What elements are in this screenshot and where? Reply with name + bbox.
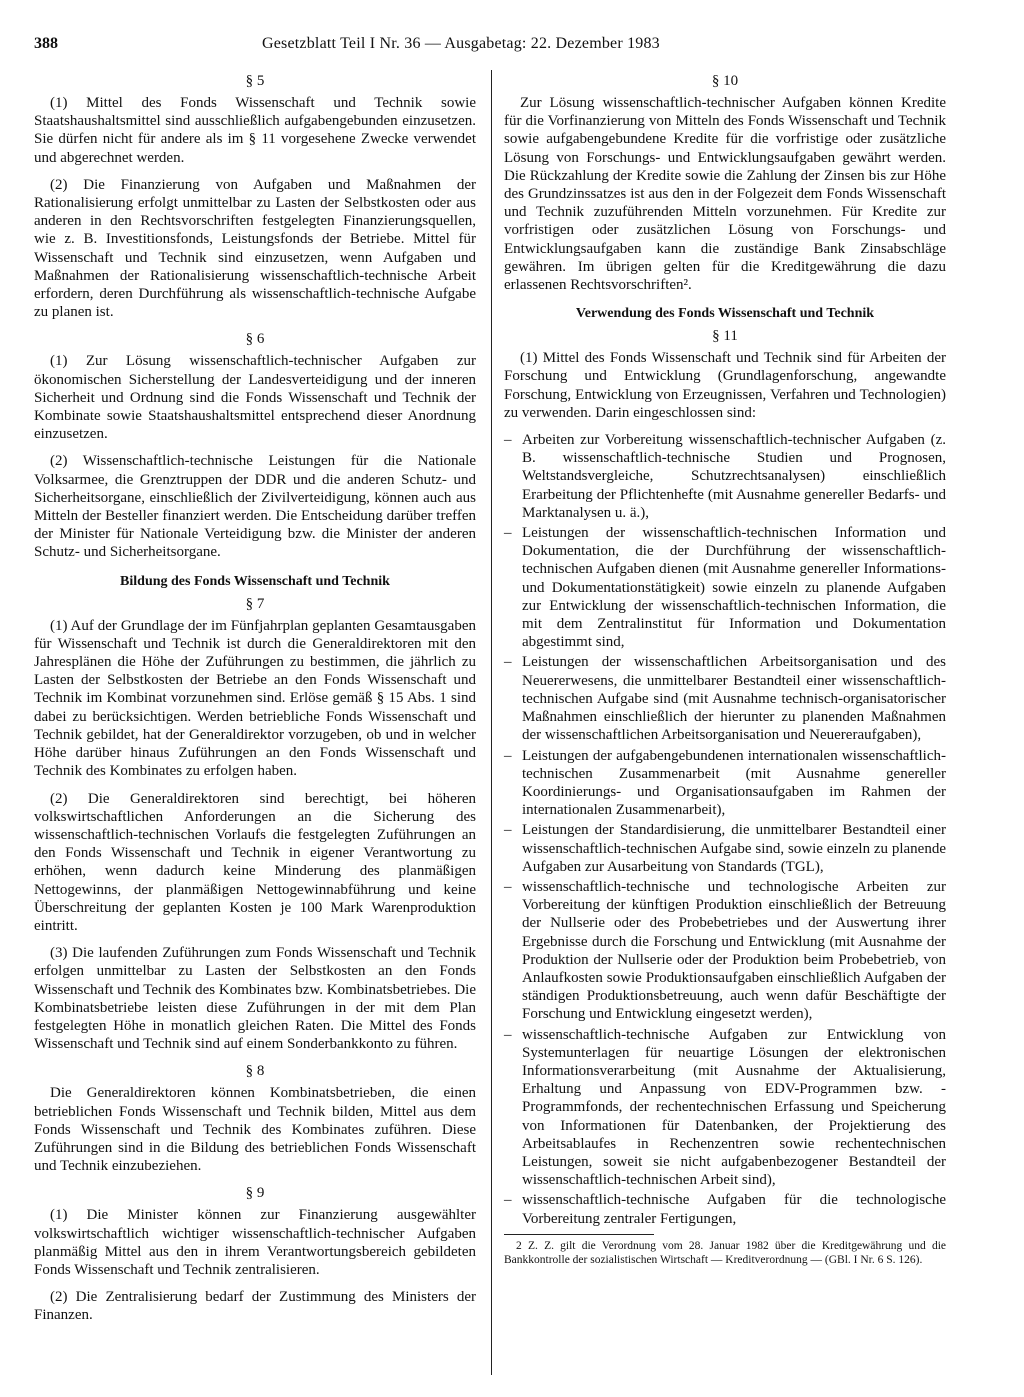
list-item: – wissenschaftlich-technische Aufgaben für die technologische Vorbereitung zentraler Fertigungen, (504, 1191, 946, 1227)
section-5-paragraph-1: (1) Mittel des Fonds Wissenschaft und Technik sowie Staatshaushaltsmittel sind ausschließlich aufgabengebunden einzusetzen. Sie dürfen nicht für andere als im § 11 vorgesehene Zwecke verwendet und abgerechnet werden. (34, 95, 476, 166)
section-8-paragraph-1: Die Generaldirektoren können Kombinatsbetrieben, die einen betrieblichen Fonds Wissenschaft und Technik bilden, Mittel aus dem Fonds Wissenschaft und Technik des Kombinates zuführen. Diese Zuführungen sind in die Bildung des betrieblichen Fonds Wissenschaft und Technik einzubeziehen. (34, 1085, 476, 1175)
section-10-paragraph-1: Zur Lösung wissenschaftlich-technischer Aufgaben können Kredite für die Vorfinanzierung von Mitteln des Fonds Wissenschaft und Technik sowie aufgabengebundene Kredite für die vorfristige oder zusätzliche Lösung von Forschungs- und Entwicklungsaufgaben gewährt werden. Die Rückzahlung der Kredite sowie die Zahlung der Zinsen bis zur Höhe des Grundzinssatzes ist aus den in der Folgezeit dem Fonds Wissenschaft und Technik zuzuführenden Mitteln vorzunehmen. Für Kredite zur vorfristigen oder zusätzlichen Lösung von Forschungs- und Entwicklungsaufgaben kann die zuständige Bank Zinsabschläge gewähren. Im übrigen gelten für die Kreditgewährung die dazu erlassenen Rechtsvorschriften². (504, 95, 946, 294)
section-7-paragraph-3: (3) Die laufenden Zuführungen zum Fonds Wissenschaft und Technik erfolgen unmittelbar zu Lasten der Selbstkosten an den Fonds Wissenschaft und Technik des Kombinates bzw. Kombinatsbetriebes. Die Kombinatsbetriebe leisten diese Zuführungen in der mit dem Plan festgelegten Höhe in monatlich gleichen Raten. Die Mittel des Fonds Wissenschaft und Technik sind auf einem Sonderbankkonto zu führen. (34, 945, 476, 1053)
section-11-title: § 11 (712, 328, 738, 345)
section-7-paragraph-2: (2) Die Generaldirektoren sind berechtigt, bei höheren volkswirtschaftlichen Anforderungen an die Sicherung des wissenschaftlich-technischen Vorlaufs die festgelegten Zuführungen an den Fonds Wissenschaft und Technik in eigener Verantwortung zu erhöhen, wenn dadurch keine Minderung des planmäßigen Nettogewinns, der planmäßigen Nettogewinnabführung und keine Überschreitung der geplanten Kosten je 100 Mark Warenproduktion eintritt. (34, 790, 476, 934)
section-5-title: § 5 (245, 73, 265, 89)
footnote: 2 Z. Z. gilt die Verordnung vom 28. Januar 1982 über die Kreditgewährung und die Bankkontrolle der sozialistischen Wirtschaft — Kreditverordnung — (GBl. I Nr. 6 S. 126). (504, 1239, 946, 1266)
section-6-title: § 6 (245, 331, 265, 348)
footnote-divider (504, 1234, 654, 1235)
section-5-paragraph-2: (2) Die Finanzierung von Aufgaben und Maßnahmen der Rationalisierung erfolgt unmittelbar zu Lasten der Selbstkosten oder aus anderen in den Rechtsvorschriften festgelegten Finanzierungsquellen, wie z. B. Investitionsfonds, Leistungsfonds der Betriebe. Mittel für Wissenschaft und Technik sind einzusetzen, wenn Aufgaben und Maßnahmen der Rationalisierung wissenschaftlich-technische Arbeit erfordern, deren Durchführung als wissenschaftlich-technische Aufgabe zu planen ist. (34, 176, 476, 321)
column-divider (491, 70, 492, 1375)
section-6-paragraph-2: (2) Wissenschaftlich-technische Leistungen für die Nationale Volksarmee, die Grenztruppen der DDR und die anderen Schutz- und Sicherheitsorgane, einschließlich der Zivilverteidigung, können auch aus Mitteln der Besteller finanziert werden. Die Entscheidung darüber treffen der Minister für Nationale Verteidigung bzw. die Minister der anderen Schutz- und Sicherheitsorgane. (34, 453, 476, 561)
page-number: 388 (34, 35, 58, 52)
list-item: – Arbeiten zur Vorbereitung wissenschaftlich-technischer Aufgaben (z. B. wissenschaftlich-technische Studien und Prognosen, Weltstandsvergleiche, Schutzrechtsanalysen) einschließlich Erarbeitung der Pflichtenhefte (mit Ausnahme genereller Bedarfs- und Marktanalysen u. ä.), (504, 431, 946, 522)
section-8-title: § 8 (245, 1063, 265, 1080)
section-7-title: § 7 (245, 595, 265, 612)
list-item: – Leistungen der Standardisierung, die unmittelbarer Bestandteil einer wissenschaftlich-technischen Aufgabe sind, sowie einzeln zu planende Aufgaben zur Ausarbeitung von Standards (TGL), (504, 821, 946, 876)
list-item: – Leistungen der aufgabengebundenen internationalen wissenschaftlich-technischen Zusammenarbeit (mit Ausnahme genereller Koordinierungs- und Organisationsaufgaben im Rahmen der internationalen Zusammenarbeit), (504, 747, 946, 820)
right-column (504, 70, 946, 1267)
section-10-title: § 10 (711, 73, 739, 89)
section-6-paragraph-1: (1) Zur Lösung wissenschaftlich-technischer Aufgaben zur ökonomischen Sicherstellung der Landesverteidigung und der inneren Sicherheit und Ordnung sind die Fonds Wissenschaft und Technik der Kombinate sowie Staatshaushaltsmittel entsprechend dieser Anordnung einzusetzen. (34, 353, 476, 443)
section-7-paragraph-1: (1) Auf der Grundlage der im Fünfjahrplan geplanten Gesamtausgaben für Wissenschaft und Technik ist durch die Generaldirektoren mit den Jahresplänen die Höhe der Zuführungen zu bestimmen, die jährlich zu Lasten der Selbstkosten der Betriebe an den Fonds Wissenschaft und Technik im Kombinat vorzunehmen sind. Erlöse gemäß § 15 Abs. 1 sind dabei zu berücksichtigen. Werden betriebliche Fonds Wissenschaft und Technik gebildet, hat der Generaldirektor vorzugeben, ob und in welcher Höhe darüber hinaus Zuführungen an den Fonds Wissenschaft und Technik des Kombinates zu erfolgen haben. (34, 617, 476, 780)
list-item: – Leistungen der wissenschaftlich-technischen Information und Dokumentation, die der Durchführung der wissenschaftlich-technischen Aufgaben dienen (mit Ausnahme genereller Informations- und Dokumentationstätigkeit) sowie einzeln zu planende Aufgaben zur Entwicklung der wissenschaftlich-technischen Information, die mit dem Zentralinstitut für Information und Dokumentation abgestimmt sind, (504, 524, 946, 651)
list-item: – Leistungen der wissenschaftlichen Arbeitsorganisation und des Neuererwesens, die unmittelbarer Bestandteil einer wissenschaftlich-technischen Aufgabe sind (mit Ausnahme technisch-organisatorischer Maßnahmen einschließlich der hierunter zu planenden Maßnahmen der wissenschaftlichen Arbeitsorganisation und Neuereraufgaben), (504, 653, 946, 744)
left-column (34, 70, 476, 1334)
section-9-paragraph-1: (1) Die Minister können zur Finanzierung ausgewählter volkswirtschaftlich wichtiger wissenschaftlich-technischer Aufgaben planmäßig Mittel aus den in ihrem Verantwortungsbereich gebildeten Fonds Wissenschaft und Technik zentralisieren. (34, 1207, 476, 1278)
section-9-paragraph-2: (2) Die Zentralisierung bedarf der Zustimmung des Ministers der Finanzen. (34, 1289, 476, 1324)
heading-bildung: Bildung des Fonds Wissenschaft und Technik (120, 573, 390, 589)
list-item: – wissenschaftlich-technische und technologische Arbeiten zur Vorbereitung der künftigen Produktion einschließlich der Betreuung der Nullserie oder des Probebetriebes und der Auswertung ihrer Ergebnisse durch die Forschung und Entwicklung (mit Ausnahme der Produktion der Nullserie oder der Produktion beim Probebetrieb, von Anlaufkosten sowie Produktionsaufgaben einschließlich Aufgaben der ständigen Produktionsbetreuung, auch wenn dafür Beschäftigte der Forschung und Entwicklung eingesetzt werden), (504, 878, 946, 1024)
list-item: – wissenschaftlich-technische Aufgaben zur Entwicklung von Systemunterlagen für neuartige Lösungen der elektronischen Informationsverarbeitung (mit Ausnahme der Aktualisierung, Erhaltung und Anpassung von EDV-Programmen bzw. -Programmfonds, der rechentechnischen Erfassung und Speicherung von Informationen für Datenbanken, der Projektierung des Arbeitsablaufes in Rechenzentren sowie rechentechnischen Leistungen, soweit sie nicht aufgabenbezogener Bestandteil der wissenschaftlich-technischen Arbeit sind), (504, 1026, 946, 1190)
header-title: Gesetzblatt Teil I Nr. 36 — Ausgabetag: 22. Dezember 1983 (262, 35, 660, 52)
section-11-paragraph-1: (1) Mittel des Fonds Wissenschaft und Technik sind für Arbeiten der Forschung und Entwicklung (Grundlagenforschung, angewandte Forschung, Entwicklung von Erzeugnissen, Verfahren und Technologien) zu verwenden. Darin eingeschlossen sind: (504, 350, 946, 421)
heading-verwendung: Verwendung des Fonds Wissenschaft und Technik (575, 306, 875, 322)
section-11-list (504, 431, 946, 1228)
section-9-title: § 9 (245, 1185, 265, 1202)
page-header (34, 33, 986, 55)
